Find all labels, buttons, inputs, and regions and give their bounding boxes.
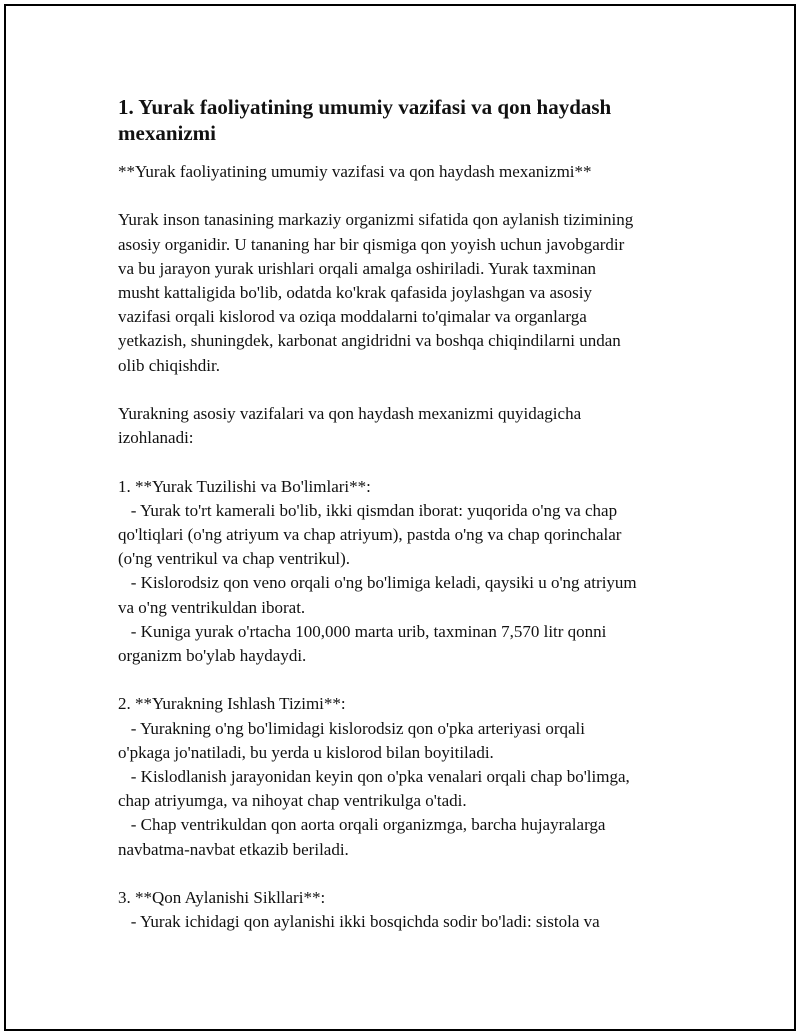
list-item: - Chap ventrikuldan qon aorta orqali organizmga, barcha hujayralarga: [118, 815, 606, 835]
body-line: yetkazish, shuningdek, karbonat angidridni va boshqa chiqindilarni undan: [118, 331, 621, 351]
list-item: - Yurak ichidagi qon aylanishi ikki bosqichda sodir bo'ladi: sistola va: [118, 912, 600, 932]
section-heading: 1. **Yurak Tuzilishi va Bo'limlari**:: [118, 476, 371, 496]
body-line: asosiy organidir. U tananing har bir qismiga qon yoyish uchun javobgardir: [118, 234, 625, 254]
body-line: izohlanadi:: [118, 428, 194, 448]
body-line: va bu jarayon yurak urishlari orqali amalga oshiriladi. Yurak taxminan: [118, 258, 597, 278]
body-line: Yurakning asosiy vazifalari va qon haydash mexanizmi quyidagicha: [118, 404, 582, 423]
body-line: organizm bo'ylab haydaydi.: [118, 646, 307, 666]
section-heading: 3. **Qon Aylanishi Sikllari**:: [118, 888, 326, 908]
title-line: 1. Yurak faoliyatining umumiy vazifasi va qon haydash: [118, 95, 612, 119]
body-line: chap atriyumga, va nihoyat chap ventrikulga o'tadi.: [118, 791, 467, 811]
body-line: (o'ng ventrikul va chap ventrikul).: [118, 549, 351, 569]
body-line: musht kattaligida bo'lib, odatda ko'krak qafasida joylashgan va asosiy: [118, 283, 592, 302]
section-heading: 2. **Yurakning Ishlash Tizimi**:: [118, 694, 346, 714]
blank-line: [118, 668, 708, 692]
body-line: va o'ng ventrikuldan iborat.: [118, 597, 306, 617]
blank-line: [118, 184, 708, 208]
document-title: [118, 94, 708, 146]
document-body: [118, 160, 708, 934]
blank-line: [118, 450, 708, 474]
body-line: vazifasi orqali kislorod va oziqa moddalarni to'qimalar va organlarga: [118, 307, 587, 327]
body-line: **Yurak faoliyatining umumiy vazifasi va qon haydash mexanizmi**: [118, 162, 592, 181]
list-item: - Kislodlanish jarayonidan keyin qon o'pka venalari orqali chap bo'limga,: [118, 767, 630, 787]
blank-line: [118, 862, 708, 886]
list-item: - Yurak to'rt kamerali bo'lib, ikki qismdan iborat: yuqorida o'ng va chap: [118, 500, 618, 520]
title-line: mexanizmi: [118, 121, 216, 145]
body-line: Yurak inson tanasining markaziy organizmi sifatida qon aylanish tizimining: [118, 210, 634, 230]
body-line: olib chiqishdir.: [118, 355, 220, 375]
blank-line: [118, 378, 708, 402]
list-item: - Yurakning o'ng bo'limidagi kislorodsiz qon o'pka arteriyasi orqali: [118, 718, 586, 738]
body-line: navbatma-navbat etkazib beriladi.: [118, 839, 349, 859]
body-line: qo'ltiqlari (o'ng atriyum va chap atriyum), pastda o'ng va chap qorinchalar: [118, 525, 622, 544]
document-content: [118, 94, 708, 934]
body-line: o'pkaga jo'natiladi, bu yerda u kislorod bilan boyitiladi.: [118, 742, 494, 762]
list-item: - Kuniga yurak o'rtacha 100,000 marta urib, taxminan 7,570 litr qonni: [118, 621, 607, 641]
list-item: - Kislorodsiz qon veno orqali o'ng bo'limiga keladi, qaysiki u o'ng atriyum: [118, 573, 637, 593]
